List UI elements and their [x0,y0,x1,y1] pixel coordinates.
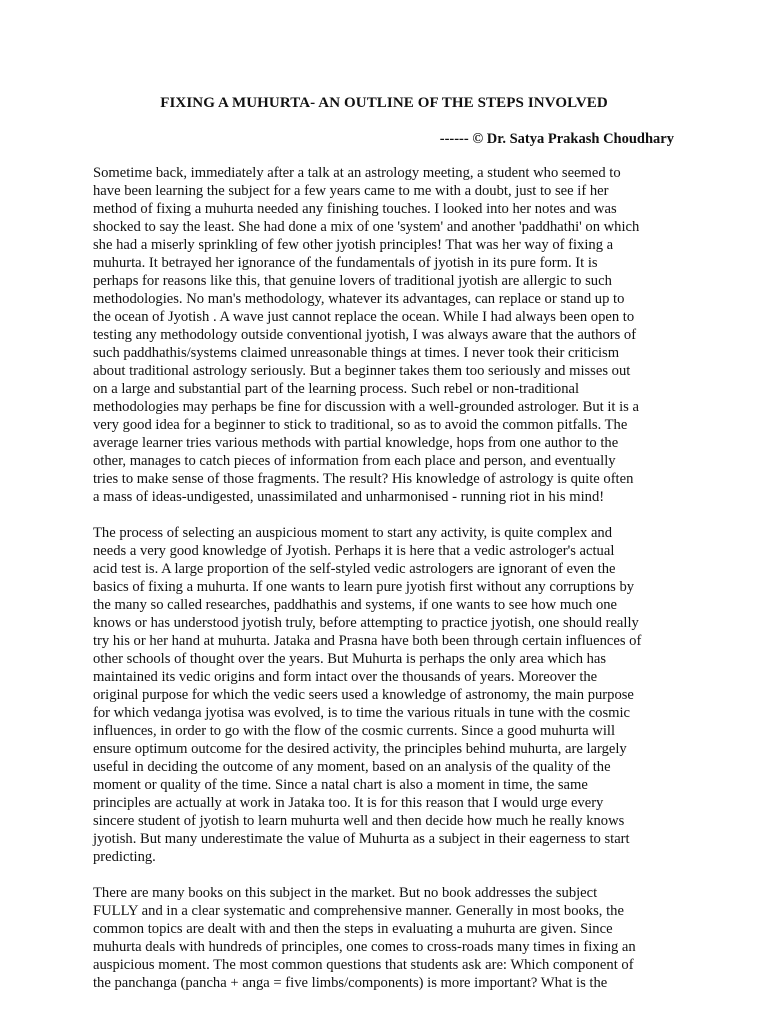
text-line: a mass of ideas-undigested, unassimilated and unharmonised - running riot in his mind! [93,489,605,505]
text-line: for which vedanga jyotisa was evolved, is to time the various rituals in tune with the cosmic [93,705,631,721]
text-line: knows or has understood jyotish truly, before attempting to practice jyotish, one should really [93,615,639,631]
text-line: the panchanga (pancha + anga = five limbs/components) is more important? What is the [93,975,608,991]
body-text [93,164,683,1010]
text-line: The process of selecting an auspicious moment to start any activity, is quite complex and [93,525,613,541]
text-line: about traditional astrology seriously. But a beginner takes them too seriously and misses out [93,363,631,379]
text-line: FULLY and in a clear systematic and comprehensive manner. Generally in most books, the [93,903,624,919]
text-line: testing any methodology outside conventional jyotish, I was always aware that the authors of [93,327,637,343]
text-line: very good idea for a beginner to stick to traditional, so as to avoid the common pitfalls. The [93,417,628,433]
text-line: ensure optimum outcome for the desired activity, the principles behind muhurta, are largely [93,741,627,757]
text-line: she had a miserly sprinkling of few other jyotish principles! That was her way of fixing a [93,237,614,253]
text-line: method of fixing a muhurta needed any finishing touches. I looked into her notes and was [93,201,617,217]
text-line: basics of fixing a muhurta. If one wants to learn pure jyotish first without any corruptions by [93,579,635,595]
text-line: auspicious moment. The most common questions that students ask are: Which component of [93,957,634,973]
text-line: moment or quality of the time. Since a natal chart is also a moment in time, the same [93,777,588,793]
text-line: the many so called researches, paddhathis and systems, if one wants to see how much one [93,597,618,613]
text-line: original purpose for which the vedic seers used a knowledge of astronomy, the main purpose [93,687,634,703]
text-line: tries to make sense of those fragments. The result? His knowledge of astrology is quite often [93,471,634,487]
paragraph-2 [93,524,683,866]
text-line: methodologies. No man's methodology, whatever its advantages, can replace or stand up to [93,291,625,307]
text-line: other schools of thought over the years. But Muhurta is perhaps the only area which has [93,651,607,667]
text-line: on a large and substantial part of the learning process. Such rebel or non-traditional [93,381,580,397]
paragraph-3 [93,884,683,992]
text-line: useful in deciding the outcome of any moment, based on an analysis of the quality of the [93,759,611,775]
text-line: perhaps for reasons like this, that genuine lovers of traditional jyotish are allergic to such [93,273,612,289]
text-line: try his or her hand at muhurta. Jataka and Prasna have both been through certain influences of [93,633,642,649]
author-byline: ------ © Dr. Satya Prakash Choudhary [439,131,674,147]
text-line: predicting. [93,849,156,865]
text-line: principles are actually at work in Jataka too. It is for this reason that I would urge every [93,795,604,811]
text-line: There are many books on this subject in the market. But no book addresses the subject [93,885,598,901]
text-line: maintained its vedic origins and form intact over the thousands of years. Moreover the [93,669,598,685]
text-line: Sometime back, immediately after a talk at an astrology meeting, a student who seemed to [93,165,621,181]
text-line: muhurta deals with hundreds of principles, one comes to cross-roads many times in fixing an [93,939,636,955]
text-line: jyotish. But many underestimate the value of Muhurta as a subject in their eagerness to start [93,831,630,847]
document-title: FIXING A MUHURTA- AN OUTLINE OF THE STEPS INVOLVED [160,95,608,111]
text-line: have been learning the subject for a few years came to me with a doubt, just to see if her [93,183,609,199]
text-line: other, manages to catch pieces of information from each place and person, and eventually [93,453,616,469]
text-line: needs a very good knowledge of Jyotish. Perhaps it is here that a vedic astrologer's actual [93,543,615,559]
text-line: average learner tries various methods with partial knowledge, hops from one author to the [93,435,619,451]
text-line: such paddhathis/systems claimed unreasonable things at times. I never took their criticism [93,345,620,361]
text-line: sincere student of jyotish to learn muhurta well and then decide how much he really knows [93,813,625,829]
text-line: shocked to say the least. She had done a mix of one 'system' and another 'paddhathi' on which [93,219,640,235]
text-line: muhurta. It betrayed her ignorance of the fundamentals of jyotish in its pure form. It is [93,255,598,271]
text-line: acid test is. A large proportion of the self-styled vedic astrologers are ignorant of even the [93,561,616,577]
text-line: the ocean of Jyotish . A wave just cannot replace the ocean. While I had always been open to [93,309,635,325]
text-line: influences, in order to go with the flow of the cosmic currents. Since a good muhurta will [93,723,616,739]
paragraph-1 [93,164,683,506]
text-line: common topics are dealt with and then the steps in evaluating a muhurta are given. Since [93,921,613,937]
text-line: methodologies may perhaps be fine for discussion with a well-grounded astrologer. But it is a [93,399,639,415]
